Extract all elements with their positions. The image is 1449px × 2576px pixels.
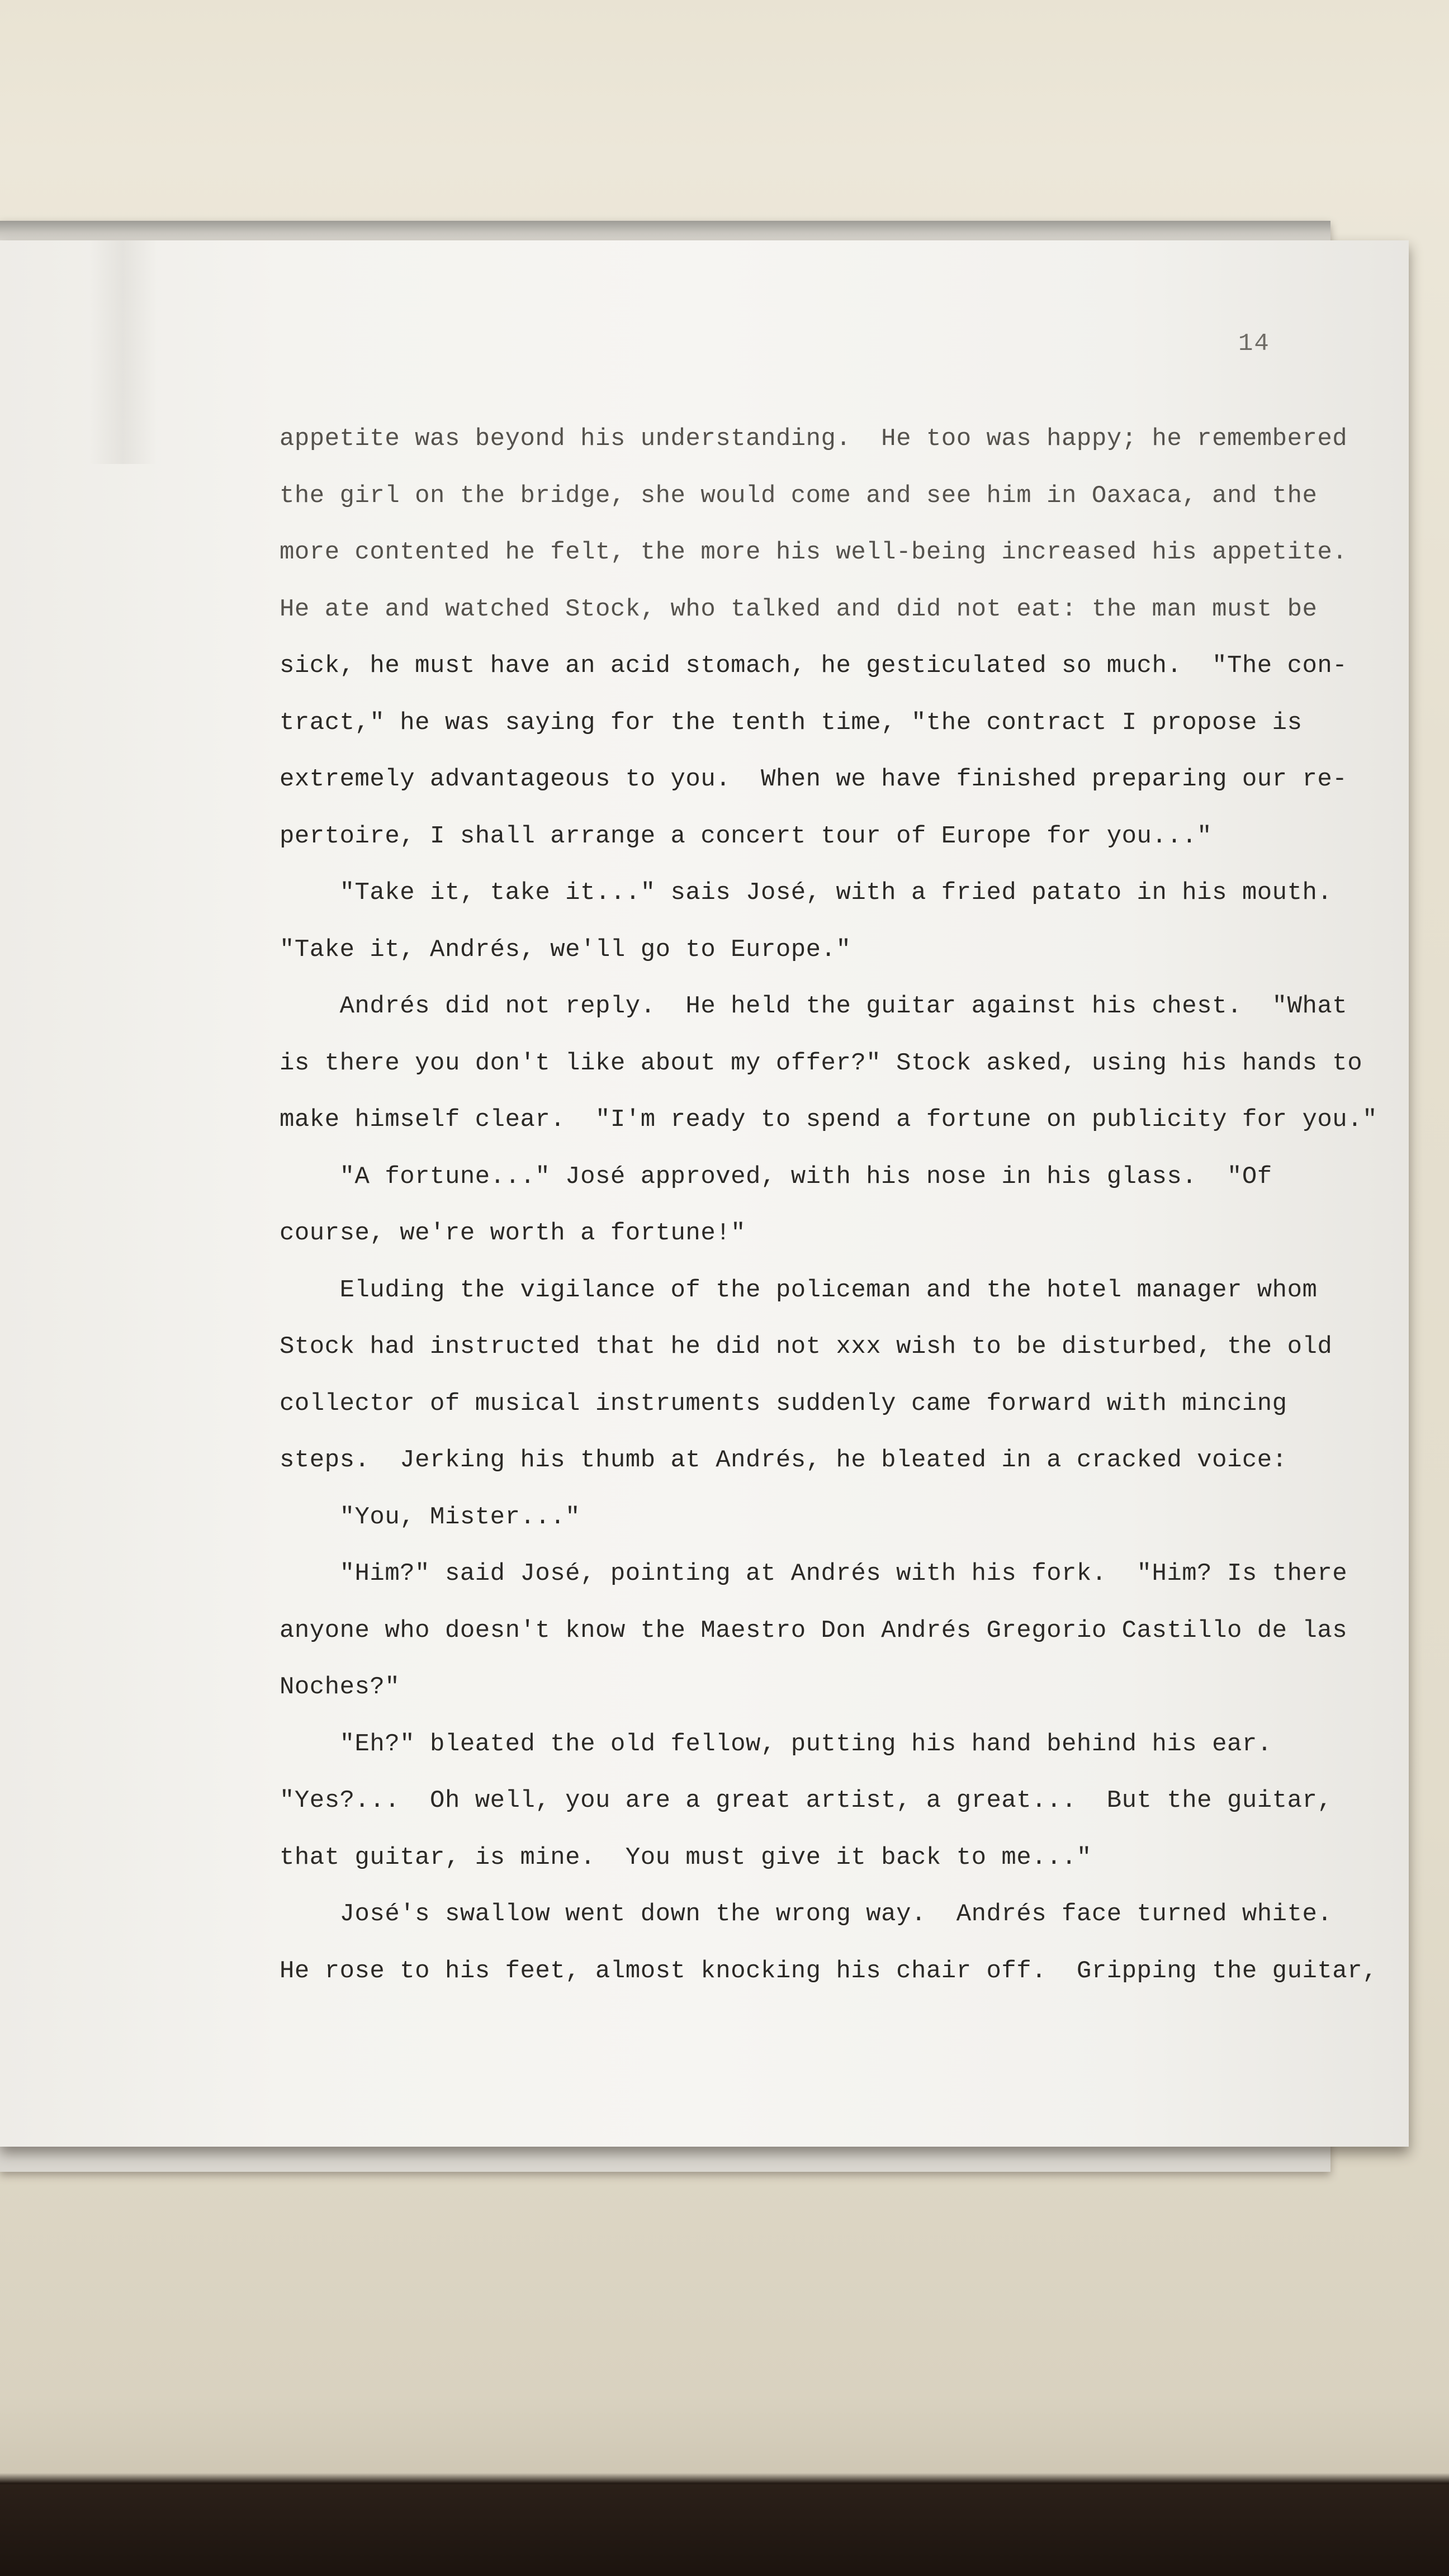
text-line: He ate and watched Stock, who talked and did not eat: the man must be	[280, 595, 1318, 623]
text-line: Noches?"	[280, 1673, 400, 1701]
text-line: is there you don't like about my offer?" Stock asked, using his hands to	[280, 1049, 1363, 1077]
text-line: anyone who doesn't know the Maestro Don Andrés Gregorio Castillo de las	[280, 1616, 1348, 1645]
text-line: course, we're worth a fortune!"	[280, 1219, 746, 1247]
text-line: sick, he must have an acid stomach, he gesticulated so much. "The con-	[280, 652, 1348, 680]
text-line: "Take it, Andrés, we'll go to Europe."	[280, 935, 851, 964]
text-line: "Eh?" bleated the old fellow, putting his hand behind his ear.	[280, 1730, 1272, 1758]
text-line: the girl on the bridge, she would come and see him in Oaxaca, and the	[280, 481, 1318, 510]
text-line: "A fortune..." José approved, with his nose in his glass. "Of	[280, 1162, 1272, 1191]
dark-surface	[0, 2484, 1449, 2576]
text-line: He rose to his feet, almost knocking his chair off. Gripping the guitar,	[280, 1957, 1378, 1985]
text-line: José's swallow went down the wrong way. Andrés face turned white.	[280, 1900, 1333, 1928]
text-line: "Yes?... Oh well, you are a great artist, a great... But the guitar,	[280, 1787, 1333, 1815]
text-line: "Him?" said José, pointing at Andrés with his fork. "Him? Is there	[280, 1560, 1348, 1588]
text-line: tract," he was saying for the tenth time, "the contract I propose is	[280, 708, 1303, 737]
text-line: Andrés did not reply. He held the guitar against his chest. "What	[280, 992, 1348, 1020]
text-line: Eluding the vigilance of the policeman and the hotel manager whom	[280, 1276, 1318, 1304]
text-line: that guitar, is mine. You must give it back to me..."	[280, 1843, 1092, 1872]
page-fold-shadow	[89, 240, 157, 464]
text-line: steps. Jerking his thumb at Andrés, he bleated in a cracked voice:	[280, 1446, 1287, 1474]
text-line: pertoire, I shall arrange a concert tour of Europe for you..."	[280, 822, 1213, 850]
text-line: make himself clear. "I'm ready to spend a fortune on publicity for you."	[280, 1106, 1378, 1134]
text-line: appetite was beyond his understanding. He too was happy; he remembered	[280, 425, 1348, 453]
text-line: more contented he felt, the more his well-being increased his appetite.	[280, 538, 1348, 566]
page-number: 14	[1238, 330, 1270, 358]
text-line: Stock had instructed that he did not xxx wish to be disturbed, the old	[280, 1333, 1333, 1361]
text-line: collector of musical instruments suddenly came forward with mincing	[280, 1389, 1287, 1418]
backing-sheet-edge	[0, 221, 1330, 241]
text-line: extremely advantageous to you. When we have finished preparing our re-	[280, 765, 1348, 793]
page-body	[280, 411, 1378, 2000]
text-line: "Take it, take it..." sais José, with a fried patato in his mouth.	[280, 879, 1333, 907]
text-line: "You, Mister..."	[280, 1503, 581, 1531]
typewritten-page	[0, 240, 1409, 2147]
